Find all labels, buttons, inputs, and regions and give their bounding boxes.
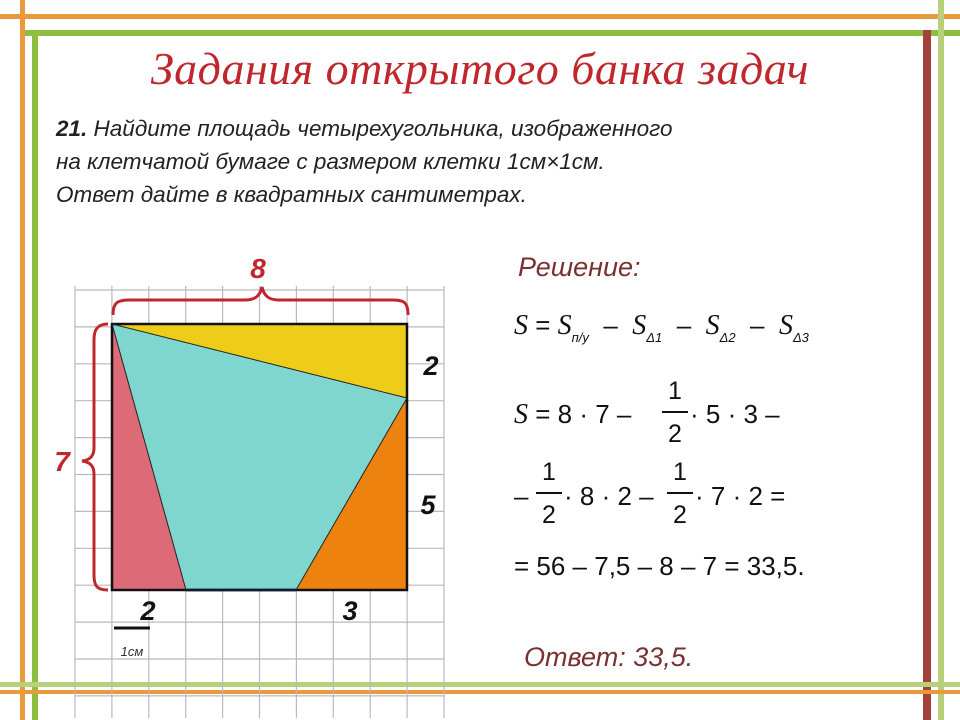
formula-line-2-lhs <box>514 399 631 431</box>
fraction-3-den: 2 <box>673 501 687 529</box>
solution-label: Решение: <box>518 252 641 282</box>
label-height: 7 <box>54 446 70 477</box>
fraction-2-den: 2 <box>542 501 556 529</box>
formula-s-d1: S <box>632 310 647 341</box>
sub-d3: Δ3 <box>792 330 809 345</box>
formula-s-ny: S <box>557 310 572 341</box>
formula-line-3-a: – <box>514 481 529 511</box>
formula-line-3-b: · 8 · 2 – <box>564 481 654 511</box>
formula-line-2-rhs: · 5 · 3 – <box>690 399 780 429</box>
equals-sign: = <box>535 310 551 340</box>
scale-label: 1см <box>120 644 144 659</box>
label-width: 8 <box>250 253 266 284</box>
formula-line-2-s: S <box>514 399 528 430</box>
label-bottom-left: 2 <box>140 596 156 626</box>
task-line-3: Ответ дайте в квадратных сантиметрах. <box>56 182 527 207</box>
formula-s-d3: S <box>778 310 793 341</box>
task-line-2: на клетчатой бумаге с размером клетки 1см×1см. <box>56 149 605 174</box>
formula-line-3-c: · 7 · 2 = <box>695 481 786 511</box>
sub-d1: Δ1 <box>646 330 663 345</box>
formula-s-d2: S <box>705 310 720 341</box>
answer-text: Ответ: 33,5. <box>524 642 694 672</box>
minus-1: – <box>603 310 618 340</box>
formula-s: S <box>514 310 528 341</box>
label-right-top: 2 <box>423 351 439 381</box>
page-title: Задания открытого банка задач <box>150 43 810 94</box>
formula-line-2-text: = 8 · 7 – <box>535 399 632 429</box>
fraction-1-num: 1 <box>668 377 682 405</box>
fraction-2-num: 1 <box>542 458 556 486</box>
sub-ny: п/у <box>571 330 589 345</box>
task-line-1: Найдите площадь четырехугольника, изображенного <box>93 116 673 141</box>
fraction-1-line <box>662 411 688 413</box>
formula-line-1 <box>514 310 809 345</box>
fraction-3-line <box>667 492 693 494</box>
top-brace <box>113 287 408 315</box>
minus-2: – <box>676 310 692 340</box>
fraction-1-den: 2 <box>668 420 682 448</box>
fraction-3-num: 1 <box>673 458 687 486</box>
label-right-bottom: 5 <box>420 490 436 520</box>
sub-d2: Δ2 <box>719 330 736 345</box>
label-bottom-right: 3 <box>342 596 358 626</box>
task-number: 21. <box>56 116 88 141</box>
minus-3: – <box>750 310 765 340</box>
fraction-2-line <box>536 492 562 494</box>
formula-line-4: = 56 – 7,5 – 8 – 7 = 33,5. <box>514 551 805 581</box>
